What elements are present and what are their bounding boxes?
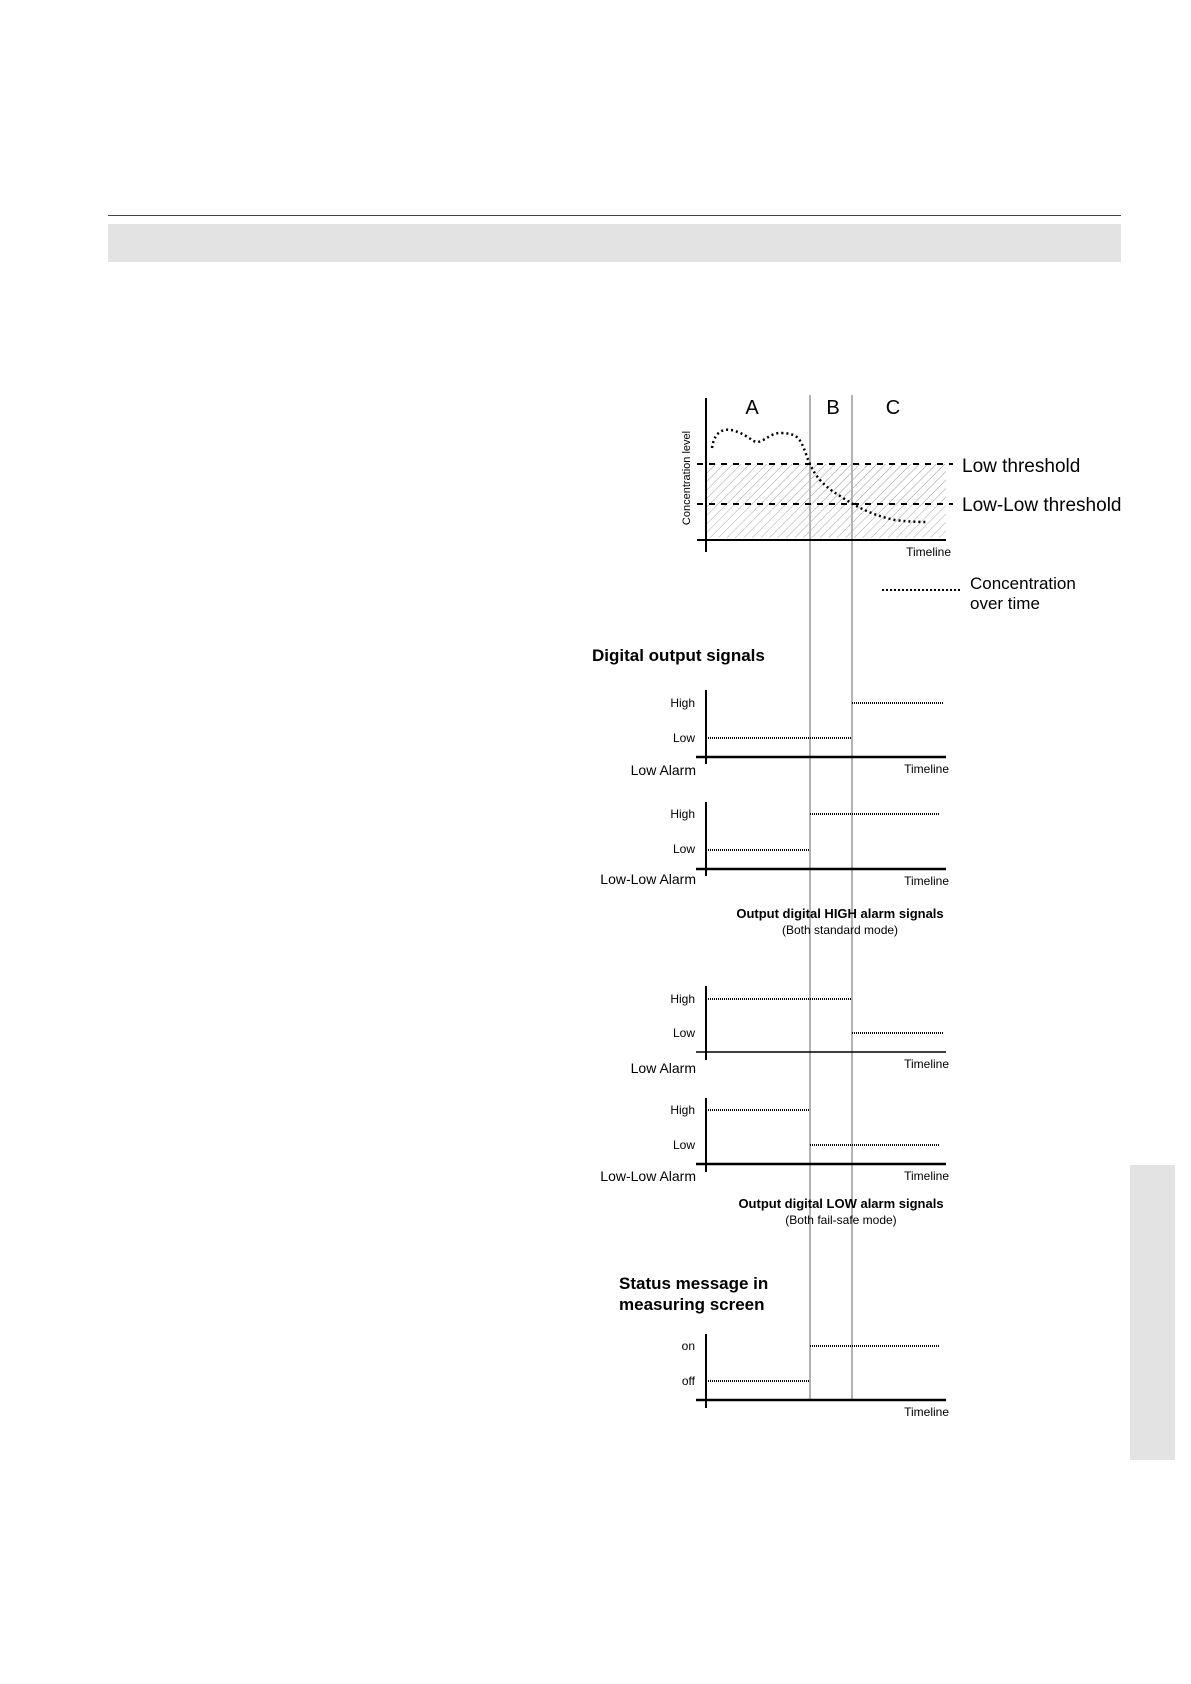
status-title-line2: measuring screen	[619, 1295, 765, 1314]
signal-low-low-alarm-standard	[600, 802, 949, 888]
signal-4-low-label: Low	[672, 1138, 695, 1152]
status-on-label: on	[681, 1339, 695, 1353]
digital-output-title: Digital output signals	[592, 646, 765, 665]
region-b-label: B	[826, 397, 840, 419]
top-chart-timeline-label: Timeline	[906, 545, 951, 559]
signal-3-name: Low Alarm	[630, 1060, 696, 1076]
status-timeline: Timeline	[904, 1405, 949, 1419]
low-alarm-caption: Output digital LOW alarm signals	[738, 1196, 944, 1211]
signal-3-high-label: High	[670, 992, 695, 1006]
signal-low-alarm-standard	[631, 690, 950, 778]
signal-2-low-label: Low	[672, 842, 695, 856]
signal-1-timeline: Timeline	[904, 762, 949, 776]
legend-label-line1: Concentration	[970, 574, 1076, 593]
high-alarm-caption: Output digital HIGH alarm signals	[736, 906, 944, 921]
status-title-line1: Status message in	[619, 1274, 769, 1293]
legend-label-line2: over time	[970, 594, 1040, 613]
signal-1-high-label: High	[670, 696, 695, 710]
signal-low-alarm-fail-safe	[631, 986, 950, 1076]
signal-low-low-alarm-fail-safe	[600, 1098, 949, 1184]
signal-2-name: Low-Low Alarm	[600, 871, 696, 887]
hatched-area-upper	[706, 464, 946, 504]
signal-4-name: Low-Low Alarm	[600, 1168, 696, 1184]
concentration-axis-label: Concentration level	[681, 430, 693, 526]
signal-4-timeline: Timeline	[904, 1169, 949, 1183]
status-off-label: off	[681, 1374, 695, 1388]
high-alarm-subcaption: (Both standard mode)	[781, 923, 899, 937]
signal-2-high-label: High	[670, 807, 695, 821]
low-threshold-label: Low threshold	[962, 456, 1081, 477]
signal-2-timeline: Timeline	[904, 874, 949, 888]
signal-4-high-label: High	[670, 1103, 695, 1117]
signal-1-low-label: Low	[672, 731, 695, 745]
signal-3-low-label: Low	[672, 1026, 695, 1040]
signal-3-timeline: Timeline	[904, 1057, 949, 1071]
region-c-label: C	[885, 397, 901, 419]
signal-1-name: Low Alarm	[630, 762, 696, 778]
low-low-threshold-label: Low-Low threshold	[962, 495, 1122, 516]
status-message-signal	[682, 1334, 950, 1419]
region-a-label: A	[745, 397, 759, 419]
low-alarm-subcaption: (Both fail-safe mode)	[785, 1213, 897, 1227]
